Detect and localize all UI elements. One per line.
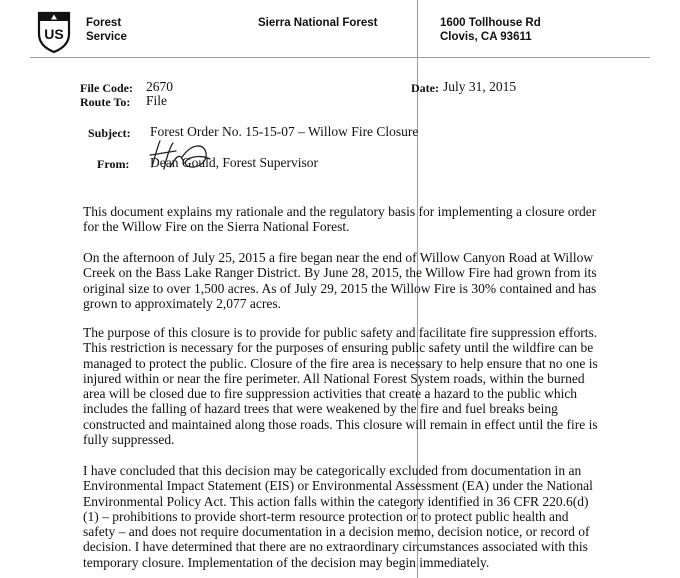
subject-value: Forest Order No. 15-15-07 – Willow Fire Closure <box>150 124 419 139</box>
office-address <box>440 16 541 44</box>
date-label: Date: <box>411 81 439 95</box>
body-paragraph-4: I have concluded that this decision may be categorically excluded from documentation in an Environmental Impact Statement (EIS) or Environmental Assessment (EA) under the National Environmental Policy Act. This action falls within the category identified in 36 CFR 220.6(d)(1) – prohibitions to provide short-term resource protection or to protect public health and safety – and does not require documentation in a decision memo, decision notice, or record of decision. I have determined that there are no extraordinary circumstances associated with this temporary closure. Implementation of the decision may begin immediately. <box>83 463 593 570</box>
address-line1: 1600 Tollhouse Rd <box>440 17 541 29</box>
unit-name: Sierra National Forest <box>258 17 378 29</box>
supervisor-initials-signature <box>146 137 226 175</box>
file-code-label: File Code: <box>80 81 133 95</box>
body-paragraph-1: This document explains my rationale and the regulatory basis for implementing a closure order for the Willow Fire on the Sierra National Forest. <box>83 204 597 235</box>
agency-name <box>86 16 127 44</box>
address-line2: Clovis, CA 93611 <box>440 31 532 43</box>
file-code-value: 2670 <box>146 79 173 94</box>
agency-line1: Forest <box>86 17 122 29</box>
svg-text:US: US <box>44 26 64 42</box>
header-divider <box>30 57 650 58</box>
route-to-value: File <box>146 93 168 108</box>
body-paragraph-3: The purpose of this closure is to provide for public safety and facilitate fire suppression efforts. This restriction is necessary for the purposes of ensuring public safety until the wildfire can be managed to protect the public. Closure of the fire area is necessary to help ensure that no one is injured within or near the fire perimeter. All National Forest System roads, within the burned area will be closed due to fire suppression activities that create a hazard to the public which includes the falling of hazard trees that were weakened by the fire and fuel breaks being constructed and maintained along those roads. This closure will remain in effect until the fire is fully suppressed. <box>83 325 598 448</box>
forest-service-shield-logo <box>36 10 72 54</box>
agency-line2: Service <box>86 31 127 43</box>
from-value: Dean Gould, Forest Supervisor <box>150 155 318 170</box>
date-value: July 31, 2015 <box>443 79 517 94</box>
subject-label: Subject: <box>88 126 131 140</box>
route-to-label: Route To: <box>80 95 131 109</box>
from-label: From: <box>97 157 130 171</box>
body-paragraph-2: On the afternoon of July 25, 2015 a fire began near the end of Willow Canyon Road at Willow Creek on the Bass Lake Ranger District. By June 28, 2015, the Willow Fire had grown from its original size to over 1,500 acres. As of July 29, 2015 the Willow Fire is 30% contained and has grown to approximately 2,077 acres. <box>83 250 597 311</box>
